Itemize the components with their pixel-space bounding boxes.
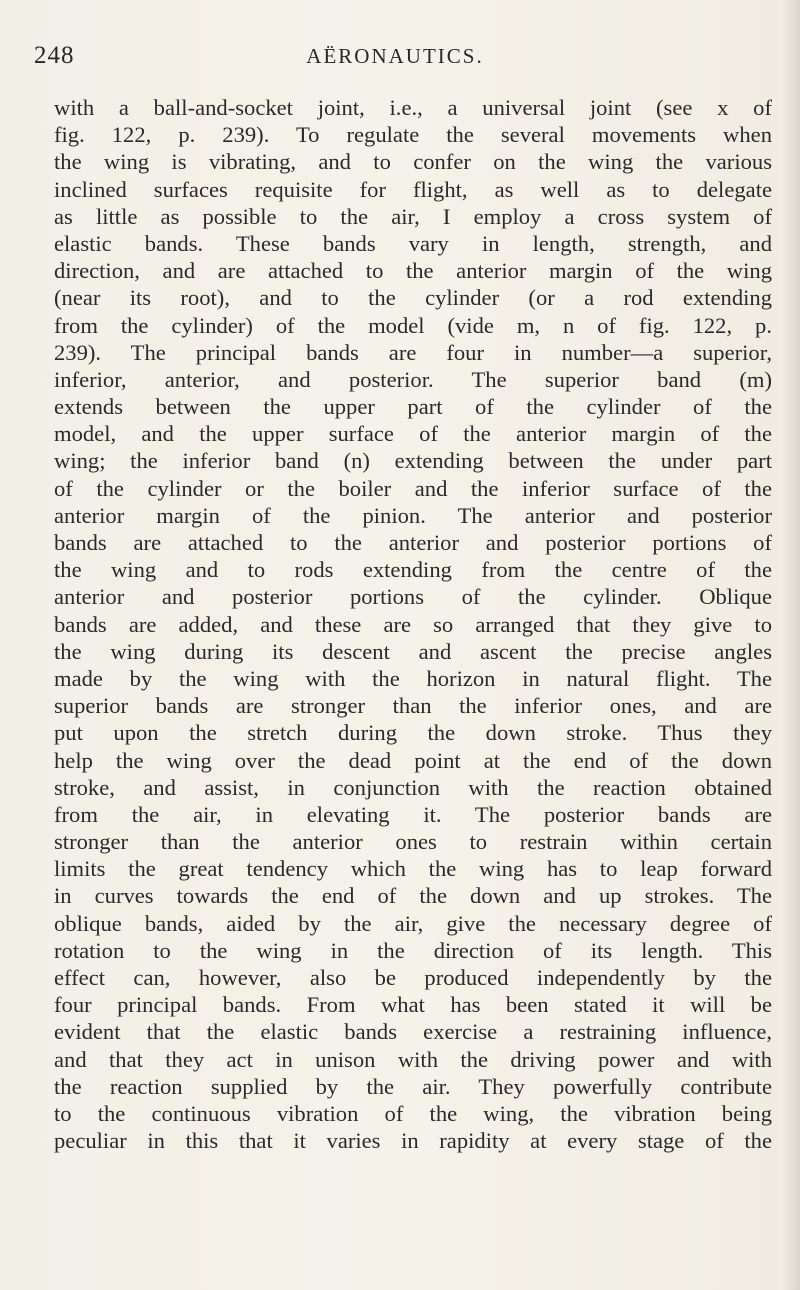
text-line: inferior, anterior, and posterior. The superior band (m) (54, 366, 772, 392)
text-line: superior bands are stronger than the inferior ones, and are (54, 693, 772, 719)
text-line: and that they act in unison with the driving power and with (54, 1046, 772, 1072)
text-line: from the cylinder) of the model (vide m, n of fig. 122, p. (54, 312, 772, 338)
text-line: the wing during its descent and ascent the precise angles (54, 638, 772, 664)
text-line: extends between the upper part of the cylinder of the (54, 394, 772, 420)
text-line: oblique bands, aided by the air, give the necessary degree of (54, 910, 772, 936)
text-line: bands are attached to the anterior and posterior portions of (54, 530, 772, 555)
text-line: effect can, however, also be produced independently by the (54, 965, 772, 990)
text-line: anterior margin of the pinion. The anterior and posterior (54, 502, 772, 528)
running-head (34, 42, 756, 82)
text-line: (near its root), and to the cylinder (or a rod extending (54, 285, 772, 311)
text-line: 239). The principal bands are four in number—a superior, (54, 339, 772, 365)
text-line: with a ball-and-socket joint, i.e., a universal joint (see x of (54, 95, 772, 120)
running-title: AËRONAUTICS. (306, 44, 484, 68)
text-line: to the continuous vibration of the wing, the vibration being (54, 1100, 772, 1126)
text-line: bands are added, and these are so arranged that they give to (54, 611, 772, 637)
text-line: four principal bands. From what has been stated it will be (54, 992, 772, 1018)
text-line: of the cylinder or the boiler and the inferior surface of the (54, 475, 772, 501)
text-line: limits the great tendency which the wing has to leap forward (54, 856, 772, 882)
text-line: the wing and to rods extending from the centre of the (54, 557, 772, 583)
text-line: the wing is vibrating, and to confer on the wing the various (54, 149, 772, 175)
text-line: inclined surfaces requisite for flight, as well as to delegate (54, 176, 772, 202)
text-line: direction, and are attached to the anterior margin of the wing (54, 258, 772, 284)
page-number: 248 (34, 42, 75, 69)
text-line: made by the wing with the horizon in natural flight. The (54, 665, 772, 691)
body-paragraph (54, 94, 772, 1154)
text-line: fig. 122, p. 239). To regulate the several movements when (54, 122, 772, 148)
text-line: from the air, in elevating it. The posterior bands are (54, 801, 772, 827)
text-line: as little as possible to the air, I employ a cross system of (54, 203, 772, 229)
page-edge-shadow (782, 0, 800, 1290)
text-line: help the wing over the dead point at the end of the down (54, 747, 772, 773)
text-line: peculiar in this that it varies in rapidity at every stage of the (54, 1128, 772, 1154)
text-line: wing; the inferior band (n) extending between the under part (54, 448, 772, 474)
text-line: anterior and posterior portions of the cylinder. Oblique (54, 584, 772, 610)
text-line: stronger than the anterior ones to restrain within certain (54, 829, 772, 855)
text-line: evident that the elastic bands exercise a restraining influence, (54, 1019, 772, 1045)
text-line: in curves towards the end of the down and up strokes. The (54, 883, 772, 909)
text-line: elastic bands. These bands vary in length, strength, and (54, 230, 772, 256)
text-line: stroke, and assist, in conjunction with the reaction obtained (54, 774, 772, 800)
text-line: rotation to the wing in the direction of its length. This (54, 937, 772, 963)
text-line: put upon the stretch during the down stroke. Thus they (54, 720, 772, 746)
text-line: the reaction supplied by the air. They powerfully contribute (54, 1073, 772, 1099)
text-line: model, and the upper surface of the anterior margin of the (54, 421, 772, 447)
